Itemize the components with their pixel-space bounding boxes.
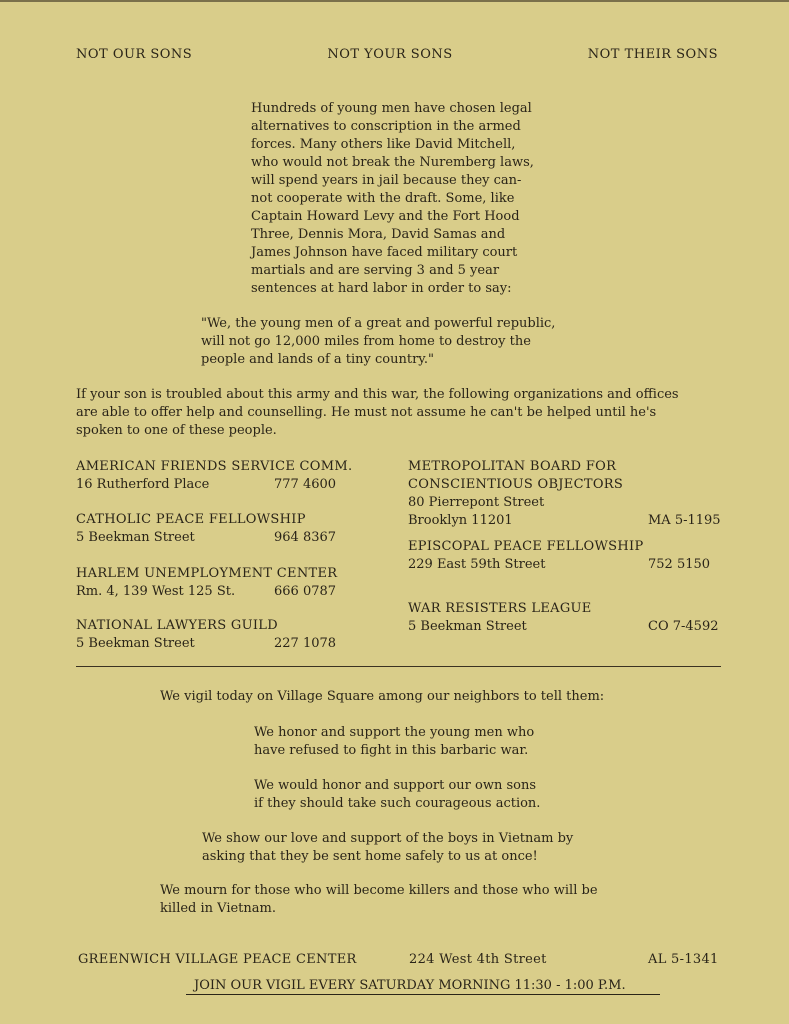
slogan-center: NOT YOUR SONS [327, 47, 453, 62]
org-address: 229 East 59th Street [408, 557, 546, 572]
org-address: 80 Pierrepont Street [408, 495, 545, 510]
header-slogans [76, 47, 718, 62]
org-name: CONSCIENTIOUS OBJECTORS [408, 477, 624, 492]
org-phone: 777 4600 [274, 477, 337, 492]
join-vigil-banner: JOIN OUR VIGIL EVERY SATURDAY MORNING 11:30 - 1:00 P.M. [186, 978, 660, 995]
paragraph-line: forces. Many others like David Mitchell, [251, 137, 516, 152]
vigil-line: if they should take such courageous action. [254, 796, 541, 811]
org-phone: MA 5-1195 [648, 513, 721, 528]
paragraph-line: James Johnson have faced military court [251, 245, 518, 260]
org-address: Brooklyn 11201 [408, 513, 513, 528]
vigil-lead: We vigil today on Village Square among our neighbors to tell them: [160, 689, 605, 704]
org-phone: 227 1078 [274, 636, 337, 651]
paragraph-line: will spend years in jail because they can- [251, 173, 522, 188]
org-name: CATHOLIC PEACE FELLOWSHIP [76, 512, 306, 527]
counsel-line: spoken to one of these people. [76, 423, 277, 438]
paragraph-line: alternatives to conscription in the armed [251, 119, 521, 134]
paragraph-line: Three, Dennis Mora, David Samas and [251, 227, 506, 242]
org-address: Rm. 4, 139 West 125 St. [76, 584, 236, 599]
section-divider [76, 666, 721, 667]
org-name: METROPOLITAN BOARD FOR [408, 459, 617, 474]
org-name: NATIONAL LAWYERS GUILD [76, 618, 278, 633]
org-phone: 666 0787 [274, 584, 337, 599]
vigil-line: killed in Vietnam. [160, 901, 276, 916]
org-address: 16 Rutherford Place [76, 477, 210, 492]
top-edge-rule [0, 0, 789, 2]
org-address: 5 Beekman Street [408, 619, 527, 634]
org-name: AMERICAN FRIENDS SERVICE COMM. [76, 459, 353, 474]
intro-paragraph [251, 100, 551, 298]
slogan-left: NOT OUR SONS [76, 47, 193, 62]
org-name: EPISCOPAL PEACE FELLOWSHIP [408, 539, 644, 554]
vigil-line: We show our love and support of the boys in Vietnam by [202, 831, 574, 846]
vigil-line: We mourn for those who will become killers and those who will be [160, 883, 598, 898]
paragraph-line: martials and are serving 3 and 5 year [251, 263, 500, 278]
org-phone: CO 7-4592 [648, 619, 719, 634]
quote-block [201, 315, 601, 369]
footer-org: GREENWICH VILLAGE PEACE CENTER [78, 952, 357, 967]
org-phone: 752 5150 [648, 557, 711, 572]
quote-line: people and lands of a tiny country." [201, 352, 435, 367]
paragraph-line: not cooperate with the draft. Some, like [251, 191, 515, 206]
counsel-intro [76, 386, 726, 440]
counsel-line: are able to offer help and counselling. He must not assume he can't be helped until he's [76, 405, 657, 420]
paragraph-line: who would not break the Nuremberg laws, [251, 155, 534, 170]
vigil-line: have refused to fight in this barbaric war. [254, 743, 529, 758]
footer-phone: AL 5-1341 [648, 952, 719, 967]
org-address: 5 Beekman Street [76, 636, 195, 651]
quote-line: "We, the young men of a great and powerful republic, [201, 316, 556, 331]
vigil-line: We honor and support the young men who [254, 725, 535, 740]
vigil-line: asking that they be sent home safely to us at once! [202, 849, 538, 864]
slogan-right: NOT THEIR SONS [587, 47, 718, 62]
counsel-line: If your son is troubled about this army and this war, the following organizations and offices [76, 387, 679, 402]
paragraph-line: Captain Howard Levy and the Fort Hood [251, 209, 520, 224]
org-phone: 964 8367 [274, 530, 337, 545]
footer-address: 224 West 4th Street [409, 952, 547, 967]
paragraph-line: sentences at hard labor in order to say: [251, 281, 512, 296]
paragraph-line: Hundreds of young men have chosen legal [251, 101, 532, 116]
org-name: HARLEM UNEMPLOYMENT CENTER [76, 566, 338, 581]
vigil-line: We would honor and support our own sons [254, 778, 537, 793]
org-name: WAR RESISTERS LEAGUE [408, 601, 592, 616]
quote-line: will not go 12,000 miles from home to destroy the [201, 334, 531, 349]
org-address: 5 Beekman Street [76, 530, 195, 545]
